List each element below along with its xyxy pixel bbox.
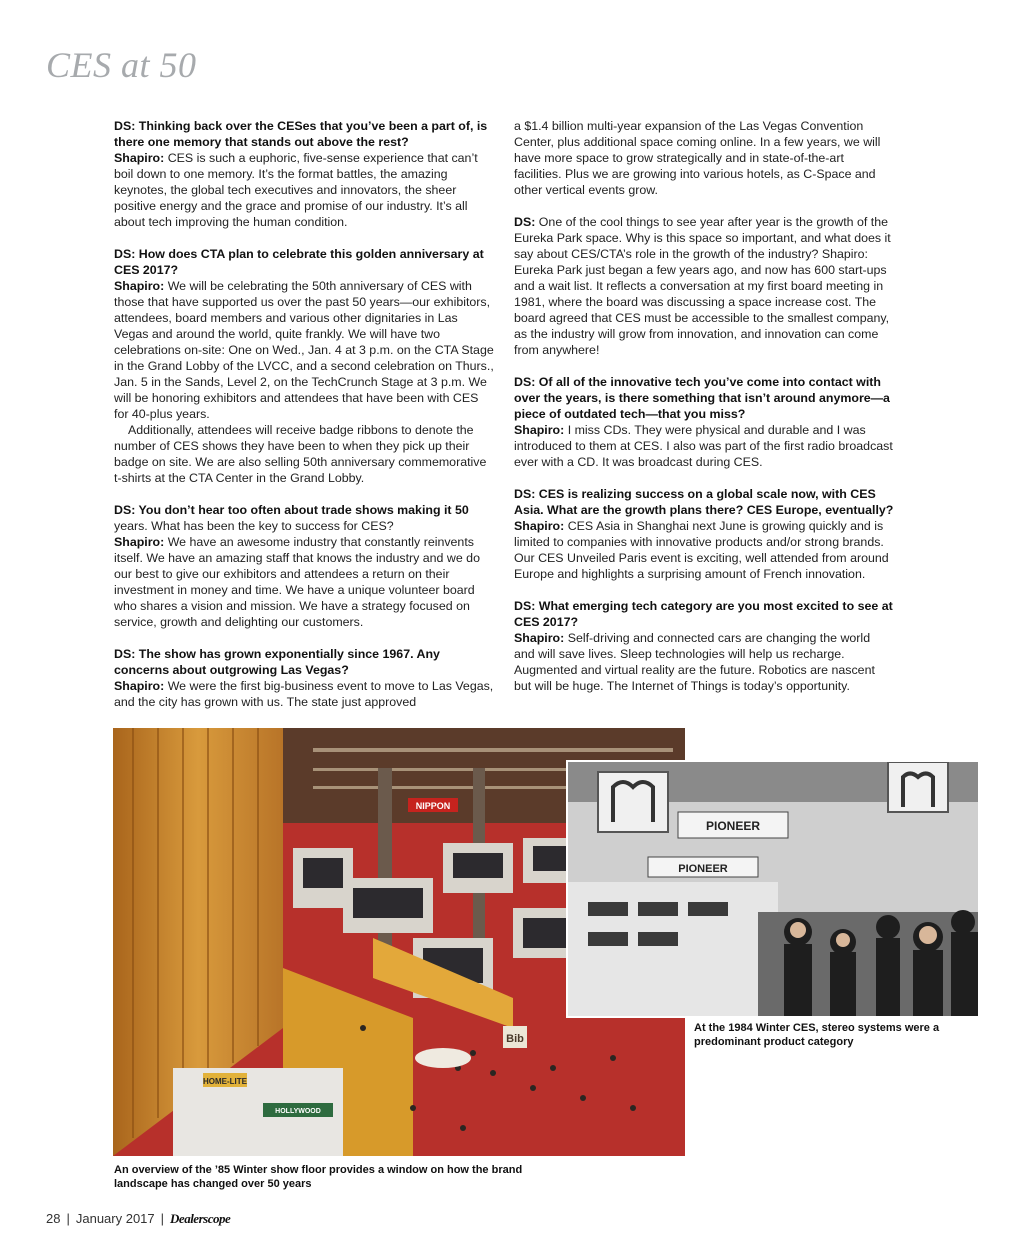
pioneer-booth-illustration <box>568 762 978 1016</box>
question-tail: years. What has been the key to success for CES? <box>114 519 394 533</box>
answer: I miss CDs. They were physical and durable and I was introduced to them at CES. I also was part of the first radio broadcast ever with a CD. It was broadcast during CES. <box>514 423 893 469</box>
answer-label: Shapiro: <box>514 519 565 533</box>
question: DS: Of all of the innovative tech you’ve come into contact with over the years, is there something that isn’t around anymore—a piece of outdated tech—that you miss? <box>514 375 890 421</box>
question: DS: The show has grown exponentially since 1967. Any concerns about outgrowing Las Vegas? <box>114 647 440 677</box>
question: DS: <box>514 215 536 229</box>
pioneer-booth-photo <box>566 760 980 1018</box>
footer-separator: | <box>66 1211 70 1226</box>
issue-date: January 2017 <box>75 1211 155 1226</box>
qa-block <box>114 118 494 230</box>
pioneer-sign-lower: PIONEER <box>678 863 728 875</box>
right-column <box>514 118 894 710</box>
hollywood-sign: HOLLYWOOD <box>275 1108 321 1115</box>
question: DS: What emerging tech category are you most excited to see at CES 2017? <box>514 599 893 629</box>
qa-block <box>114 502 494 630</box>
page-footer <box>46 1211 230 1227</box>
answer: We have an awesome industry that constantly reinvents itself. We have an amazing staff that knows the industry and we do our best to give our exhibitors and attendees a return on their investment in money and time. We have a unique volunteer board who shares a vision and mission. We have a strategy focused on service, growth and delighting our customers. <box>114 535 480 629</box>
home-lite-sign: HOME-LITE <box>203 1077 247 1086</box>
bib-sign: Bib <box>506 1033 524 1045</box>
question: DS: You don’t hear too often about trade shows making it 50 <box>114 503 469 517</box>
page-number: 28 <box>46 1211 61 1226</box>
answer-label: Shapiro: <box>114 535 165 549</box>
nippon-sign: NIPPON <box>415 801 451 811</box>
show-floor-caption: An overview of the ’85 Winter show floor provides a window on how the brand landscape has changed over 50 years <box>114 1164 523 1190</box>
answer: CES is such a euphoric, five-sense experience that can’t boil down to one memory. It’s the format battles, the amazing keynotes, the global tech executives and innovators, the sheer positive energy and the grace and promise of our industry. It’s all about tech improving the human condition. <box>114 151 478 229</box>
footer-separator: | <box>160 1211 165 1226</box>
answer: We were the first big-business event to move to Las Vegas, and the city has grown with us. The state just approved <box>114 679 494 709</box>
publication-logo: Dealerscope <box>170 1211 231 1226</box>
answer: a $1.4 billion multi-year expansion of the Las Vegas Convention Center, plus additional space coming online. In a few years, we will have more space to grow strategically and in state-of-the-art facilities. Plus we are growing into various hotels, as C-Space and other vertical events grow. <box>514 119 881 197</box>
left-column <box>114 118 494 726</box>
answer-label: Shapiro: <box>514 631 565 645</box>
qa-block <box>114 246 494 486</box>
pioneer-sign: PIONEER <box>705 819 761 833</box>
answer-label: Shapiro: <box>114 279 165 293</box>
answer: We will be celebrating the 50th anniversary of CES with those that have supported us over the past 50 years—our exhibitors, attendees, board members and various other dignitaries in Las Vegas and around the world, quite frankly. We will have two celebrations on-site: One on Wed., Jan. 4 at 3 p.m. on the CTA Stage in the Grand Lobby of the LVCC, and a second celebration on Thurs., Jan. 5 in the Sands, Level 2, on the TechCrunch Stage at 3 p.m. We will be honoring exhibitors and attendees that have been with CES for 40-plus years. <box>114 279 494 421</box>
qa-block <box>514 214 894 358</box>
answer-paragraph: Additionally, attendees will receive badge ribbons to denote the number of CES shows they have been to when they pick up their badge on site. We are also selling 50th anniversary commemorative t-shirts at the CTA Center in the Grand Lobby. <box>114 423 487 485</box>
answer-label: Shapiro: <box>514 423 565 437</box>
answer-label: Shapiro: <box>114 679 165 693</box>
qa-block <box>514 486 894 582</box>
question-tail: One of the cool things to see year after year is the growth of the Eureka Park space. Why is this space so important, and what does it say about CES/CTA’s role in the growth of the industry? Shapiro: Eureka Park just began a few years ago, and now has 600 start-ups and a wait list. It reflects a conversation at my first board meeting in 1981, where the board was discussing a space increase cost. The board agreed that CES must be accessible to the smallest company, as the industry will grow from innovation, and innovation can come from anywhere! <box>514 215 891 357</box>
question: DS: CES is realizing success on a global scale now, with CES Asia. What are the growth plans there? CES Europe, eventually? <box>514 487 894 517</box>
answer: CES Asia in Shanghai next June is growing quickly and is limited to companies with innovative products and/or strong brands. Our CES Unveiled Paris event is exciting, well attended from around Europe and highlights a surprising amount of French innovation. <box>514 519 889 581</box>
question: DS: Thinking back over the CESes that you’ve been a part of, is there one memory that stands out above the rest? <box>114 119 488 149</box>
qa-block <box>114 646 494 710</box>
qa-block <box>514 118 894 198</box>
answer-label: Shapiro: <box>114 151 165 165</box>
question: DS: How does CTA plan to celebrate this golden anniversary at CES 2017? <box>114 247 484 277</box>
qa-block <box>514 374 894 470</box>
qa-block <box>514 598 894 694</box>
pioneer-caption: At the 1984 Winter CES, stereo systems were a predominant product category <box>694 1022 940 1048</box>
answer: Self-driving and connected cars are changing the world and will save lives. Sleep technologies will help us recharge. Augmented and virtual reality are the future. Robotics are nascent but will be huge. The Internet of Things is today’s opportunity. <box>514 631 875 693</box>
section-title: CES at 50 <box>46 45 197 85</box>
